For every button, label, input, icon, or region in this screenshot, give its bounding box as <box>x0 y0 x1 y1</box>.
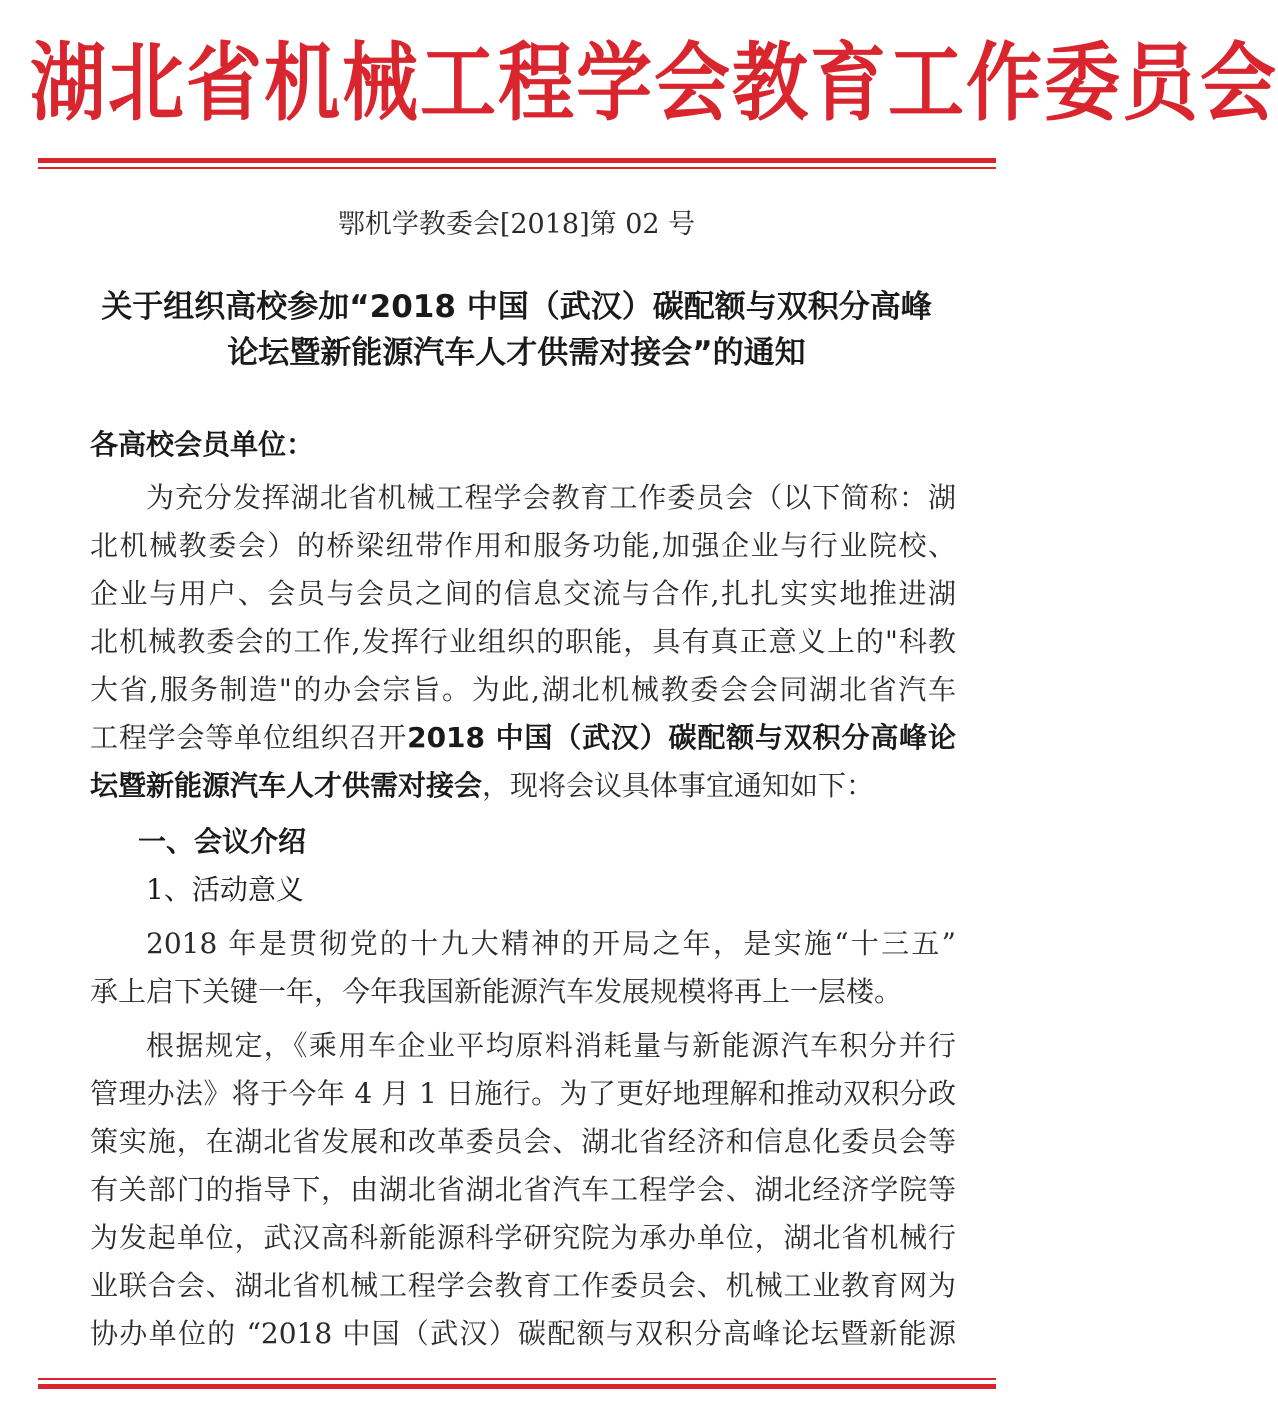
event-name-bold: 2018 中国（武汉）碳配额与双积分高峰论 <box>407 721 956 754</box>
document-title-line-1: 关于组织高校参加“2018 中国（武汉）碳配额与双积分高峰 <box>101 289 932 325</box>
event-name-bold: 坛暨新能源汽车人才供需对接会 <box>90 769 483 802</box>
paragraph-line: 承上启下关键一年，今年我国新能源汽车发展规模将再上一层楼。 <box>90 975 903 1008</box>
intro-line: 为充分发挥湖北省机械工程学会教育工作委员会（以下简称：湖 <box>146 481 956 514</box>
paragraph-line: 管理办法》将于今年 4 月 1 日施行。为了更好地理解和推动双积分政 <box>90 1077 956 1110</box>
paragraph-line: 为发起单位，武汉高科新能源科学研究院为承办单位，湖北省机械行 <box>90 1221 956 1254</box>
paragraph-line: 根据规定，《乘用车企业平均原料消耗量与新能源汽车积分并行 <box>146 1029 956 1062</box>
intro-text: 工程学会等单位组织召开 <box>90 721 408 754</box>
header-rule-thin <box>38 167 996 169</box>
paragraph-line: 有关部门的指导下，由湖北省湖北省汽车工程学会、湖北经济学院等 <box>90 1173 956 1206</box>
intro-text: ，现将会议具体事宜通知如下： <box>482 769 875 802</box>
paragraph-line: 协办单位的 “2018 中国（武汉）碳配额与双积分高峰论坛暨新能源 <box>90 1317 956 1350</box>
paragraph-line: 策实施，在湖北省发展和改革委员会、湖北省经济和信息化委员会等 <box>90 1125 956 1158</box>
paragraph-line: 2018 年是贯彻党的十九大精神的开局之年，是实施“十三五” <box>146 927 956 960</box>
section-heading: 一、会议介绍 <box>138 825 307 858</box>
intro-line: 北机械教委会的工作,发挥行业组织的职能，具有真正意义上的"科教 <box>90 625 956 658</box>
document-number: 鄂机学教委会[2018]第 02 号 <box>337 209 696 240</box>
intro-line-mixed <box>90 762 956 810</box>
footer-rule-thick <box>38 1384 996 1389</box>
footer-rule-thin <box>38 1378 996 1380</box>
intro-line-mixed <box>90 714 956 762</box>
intro-line: 北机械教委会）的桥梁纽带作用和服务功能,加强企业与行业院校、 <box>90 529 956 562</box>
document-title-line-2: 论坛暨新能源汽车人才供需对接会”的通知 <box>227 335 806 371</box>
organization-masthead: 湖北省机械工程学会教育工作委员会 <box>30 33 1278 133</box>
intro-line: 企业与用户、会员与会员之间的信息交流与合作,扎扎实实地推进湖 <box>90 577 956 610</box>
header-rule-thick <box>38 158 996 163</box>
salutation: 各高校会员单位： <box>90 428 315 461</box>
subsection-heading: 1、活动意义 <box>146 873 304 906</box>
intro-line: 大省,服务制造"的办会宗旨。为此,湖北机械教委会会同湖北省汽车 <box>90 673 956 706</box>
paragraph-line: 业联合会、湖北省机械工程学会教育工作委员会、机械工业教育网为 <box>90 1269 956 1302</box>
